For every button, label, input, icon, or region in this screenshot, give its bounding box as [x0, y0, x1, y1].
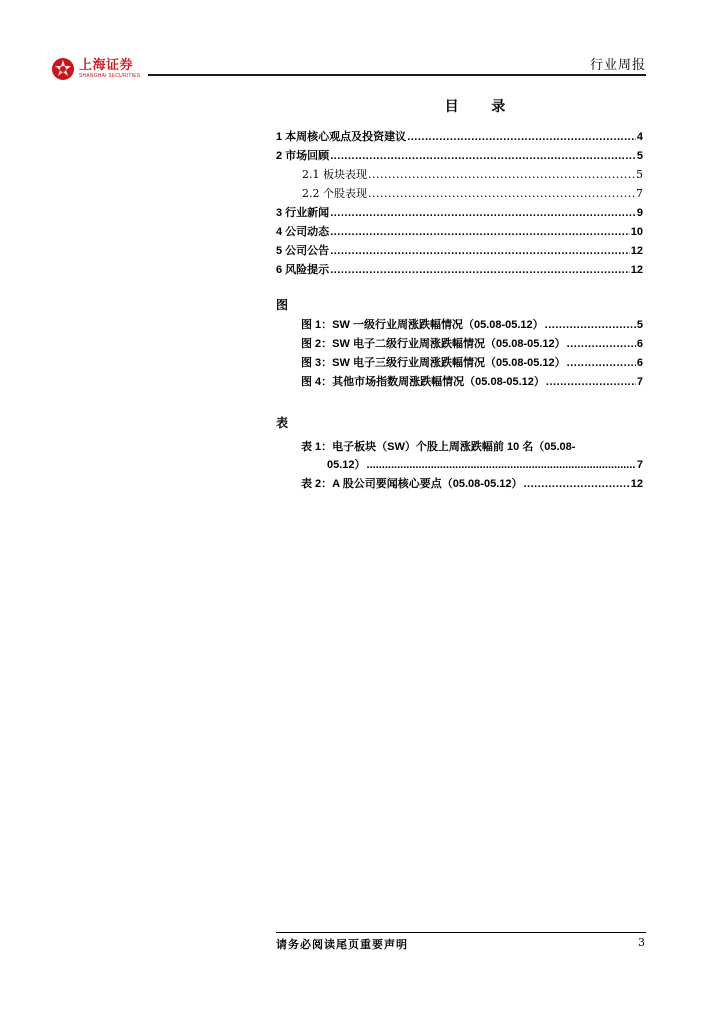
figure-entry-page: 5	[636, 319, 643, 331]
dot-leader	[368, 168, 635, 181]
table-of-contents	[276, 128, 643, 280]
report-type: 行业周报	[589, 58, 646, 73]
table-entry[interactable]	[301, 438, 643, 475]
header-divider	[148, 74, 646, 76]
toc-entry-page: 4	[636, 131, 643, 143]
dot-leader	[523, 478, 629, 490]
footer-disclaimer: 请务必阅读尾页重要声明	[276, 938, 408, 951]
toc-entry[interactable]	[276, 261, 643, 280]
table-entry-label-line2: 05.12）	[327, 459, 366, 471]
page-number: 3	[638, 936, 645, 949]
company-logo	[51, 56, 140, 82]
toc-entry-page: 9	[636, 207, 643, 219]
dot-leader	[330, 150, 636, 162]
toc-entry-page: 10	[630, 226, 643, 238]
figure-entry-page: 7	[636, 376, 643, 388]
toc-subentry[interactable]	[276, 166, 643, 185]
figure-entry[interactable]	[301, 316, 643, 335]
toc-subentry[interactable]	[276, 185, 643, 204]
toc-entry-label: 4 公司动态	[276, 226, 330, 238]
dot-leader	[330, 226, 630, 238]
table-entry-label-line1: 表 1：电子板块（SW）个股上周涨跌幅前 10 名（05.08-	[301, 441, 576, 453]
toc-entry-label: 5 公司公告	[276, 245, 330, 257]
toc-entry[interactable]	[276, 128, 643, 147]
toc-entry-label: 3 行业新闻	[276, 207, 330, 219]
toc-entry-page: 5	[636, 150, 643, 162]
dot-leader	[567, 357, 636, 369]
toc-entry-page: 7	[636, 187, 643, 200]
figure-entry-page: 6	[636, 357, 643, 369]
table-entry-label: 表 2：A 股公司要闻核心要点（05.08-05.12）	[301, 478, 523, 490]
figure-entry-label: 图 1：SW 一级行业周涨跌幅情况（05.08-05.12）	[301, 319, 544, 331]
toc-entry[interactable]	[276, 204, 643, 223]
dot-leader	[368, 187, 635, 200]
dot-leader	[567, 338, 636, 350]
dot-leader	[330, 207, 636, 219]
toc-entry-label: 2 市场回顾	[276, 150, 330, 162]
dot-leader	[545, 319, 636, 331]
dot-leader	[546, 376, 636, 388]
footer-divider	[276, 932, 646, 933]
dot-leader	[407, 131, 636, 143]
figure-entry-label: 图 4：其他市场指数周涨跌幅情况（05.08-05.12）	[301, 376, 545, 388]
toc-entry-label: 2.2 个股表现	[302, 187, 367, 200]
table-entry-page: 12	[630, 478, 643, 490]
toc-entry[interactable]	[276, 223, 643, 242]
toc-entry-page: 12	[630, 264, 643, 276]
figures-list	[301, 316, 643, 392]
dot-leader	[330, 264, 630, 276]
table-entry-page: 7	[636, 459, 643, 471]
toc-entry[interactable]	[276, 147, 643, 166]
figure-entry[interactable]	[301, 354, 643, 373]
logo-english-name: SHANGHAI SECURITIES	[79, 73, 141, 79]
toc-entry-label: 1 本周核心观点及投资建议	[276, 131, 407, 143]
figure-entry[interactable]	[301, 335, 643, 354]
toc-title: 目 录	[444, 99, 520, 115]
tables-list	[301, 438, 643, 494]
figures-heading: 图	[276, 298, 289, 312]
table-entry[interactable]	[301, 475, 643, 494]
figure-entry-label: 图 2：SW 电子二级行业周涨跌幅情况（05.08-05.12）	[301, 338, 566, 350]
figure-entry-label: 图 3：SW 电子三级行业周涨跌幅情况（05.08-05.12）	[301, 357, 566, 369]
figure-entry-page: 6	[636, 338, 643, 350]
toc-entry[interactable]	[276, 242, 643, 261]
logo-chinese-name: 上海证券	[79, 58, 134, 73]
dot-leader	[330, 245, 630, 257]
dot-leader	[367, 459, 636, 471]
figure-entry[interactable]	[301, 373, 643, 392]
toc-entry-label: 6 风险提示	[276, 264, 330, 276]
toc-entry-page: 5	[636, 168, 643, 181]
toc-entry-label: 2.1 板块表现	[302, 168, 367, 181]
shanghai-securities-logo-icon	[51, 57, 75, 81]
tables-heading: 表	[276, 416, 289, 430]
toc-entry-page: 12	[630, 245, 643, 257]
